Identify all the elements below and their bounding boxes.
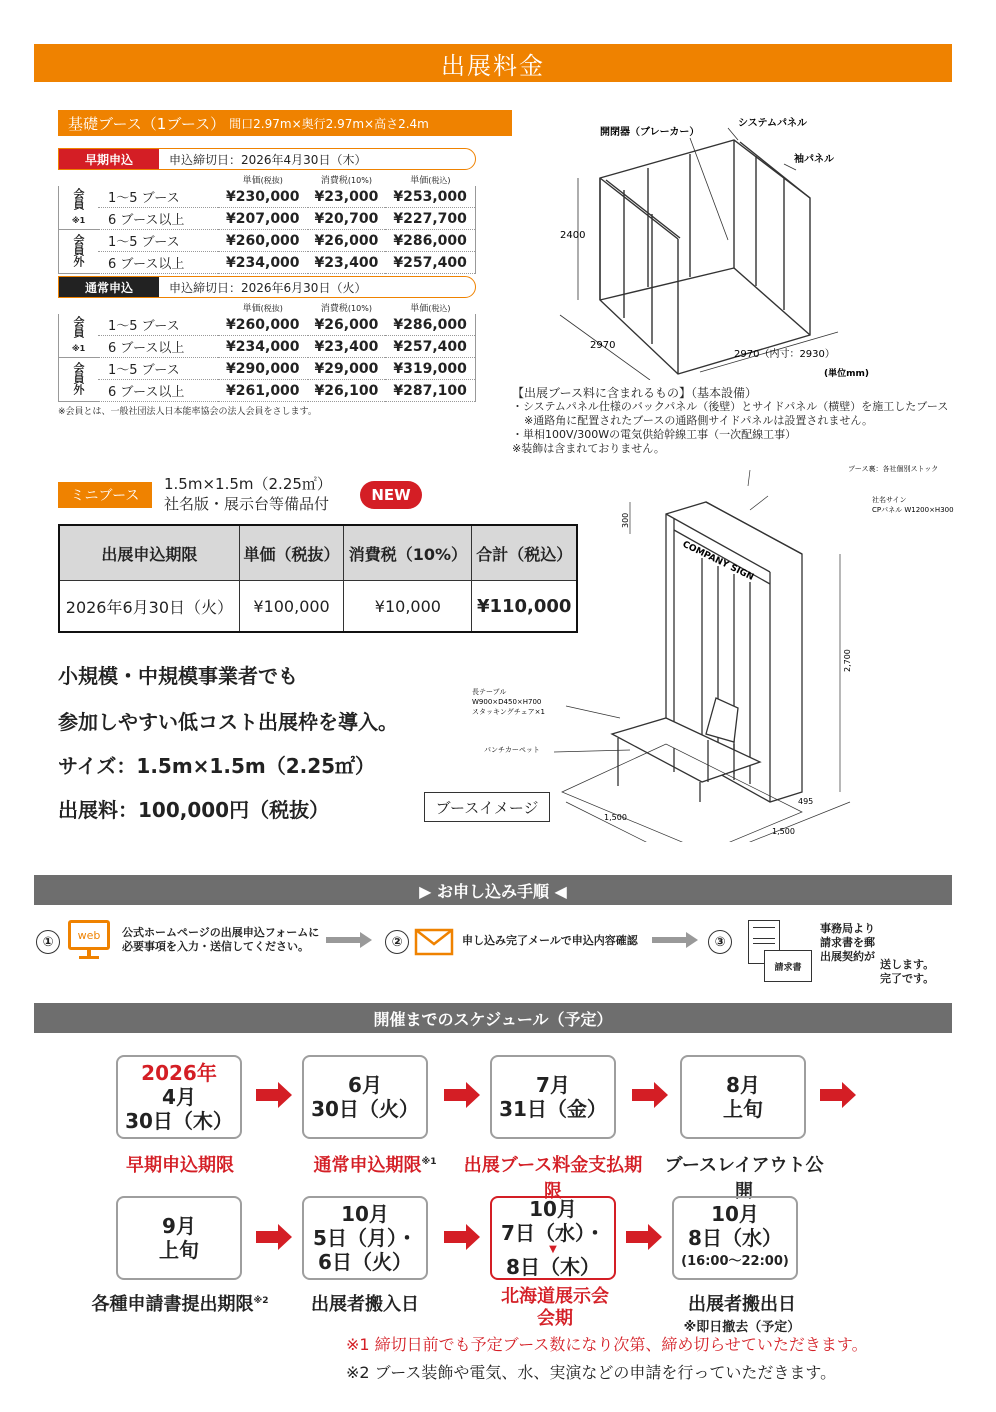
schedule-line: 5日（月）・ [313,1226,417,1250]
group-nonmember [59,358,99,402]
mini-booth-tag: ミニブース [58,482,152,508]
label-w1500a: 1,500 [604,813,627,822]
down-arrow-icon: ▼ [549,1244,557,1255]
footnote-1: ※1 締切日前でも予定ブース数になり次第、締め切らせていただきます。 [346,1335,868,1354]
price-unit: ¥234,000 [218,336,308,358]
row-label: 1〜5 ブース [98,358,218,380]
step-text-line: 公式ホームページの出展申込フォームに [122,926,320,939]
schedule-box [116,1196,242,1280]
included-line: ※通路角に配置されたブースの通路側サイドパネルは設置されません。 [524,414,874,427]
schedule-label [470,1286,640,1330]
group-note: ※1 [71,216,86,225]
schedule-line: 上旬 [723,1097,763,1121]
step-1-number: ① [36,930,60,954]
lead-line: 参加しやすい低コスト出展枠を導入。 [58,710,398,734]
row-label: 1〜5 ブース [98,186,218,208]
label-unit: (単位mm) [824,369,869,379]
label-d495: 495 [798,797,814,806]
step-3-text-cont [880,958,934,986]
price-total: ¥287,100 [385,380,475,402]
schedule-year: 2026年 [141,1061,217,1085]
hdr-unit: 単価 [242,303,261,314]
normal-tag: 通常申込 [59,277,159,297]
included-line: ※装飾は含まれておりません。 [512,442,665,455]
group-label: 会員 [72,188,85,210]
group-label: 会員外 [72,361,85,395]
schedule-label: 早期申込期限 [126,1155,234,1176]
included-box [512,386,948,456]
mini-hdr: 消費税（10%） [344,525,472,581]
schedule-label-text: ※即日撤去（予定） [683,1320,801,1335]
label-height: 2400 [560,230,586,241]
arrow-icon [444,1080,482,1110]
schedule-line: 7月 [536,1073,570,1097]
step-text-line: 事務局より [820,922,875,935]
schedule-box [672,1196,798,1280]
price-total: ¥286,000 [385,230,475,252]
step-text-line: 送します。 [880,958,935,971]
hdr-total-note: (税込) [428,303,451,313]
row-label: 1〜5 ブース [98,230,218,252]
label-sign-title: 社名サイン [872,496,907,504]
mini-booth-info [164,474,332,514]
web-icon [68,920,112,960]
mini-hdr: 単価（税抜） [239,525,344,581]
group-member [59,186,99,230]
schedule-line: 30日（木） [125,1109,233,1133]
group-label: 会員 [72,316,85,338]
arrow-icon [444,1222,482,1252]
schedule-line: 6月 [348,1073,382,1097]
label-sign-spec: CPパネル W1200×H300 [872,506,954,514]
schedule-label [290,1151,460,1177]
basic-booth-title: 基礎ブース（1ブース） [68,114,226,133]
arrow-icon [326,930,374,950]
group-label: 会員外 [72,233,85,267]
schedule-box [302,1055,428,1139]
arrow-icon [820,1080,858,1110]
basic-booth-heading [58,110,512,136]
schedule-line: (16:00〜22:00) [681,1254,789,1269]
price-unit: ¥261,000 [218,380,308,402]
lead-line: サイズ：1.5m×1.5m（2.25㎡） [58,754,376,778]
schedule-box [302,1196,428,1280]
step-3-text [820,922,875,964]
schedule-box [490,1055,616,1139]
schedule-sup: ※1 [421,1157,437,1167]
arrow-icon [632,1080,670,1110]
schedule-line: 8日（水） [688,1226,782,1250]
lead-line: 小規模・中規模事業者でも [58,664,298,688]
schedule-line: 7日（水）・ [501,1221,605,1245]
label-side-panel: 袖パネル [794,154,834,165]
schedule-line: 31日（金） [499,1097,607,1121]
table-row [59,314,476,336]
schedule-label-text: 北海道展示会 [501,1286,609,1307]
hdr-total: 単価 [410,175,429,186]
web-icon-label: web [68,920,110,950]
schedule-box [490,1196,616,1280]
arrow-icon [626,1222,664,1252]
schedule-label: ブースレイアウト公開 [664,1155,824,1202]
price-unit: ¥207,000 [218,208,308,230]
label-carpet: パンチカーペット [484,746,540,754]
table-row [59,252,476,274]
arrow-icon [652,930,700,950]
price-unit: ¥290,000 [218,358,308,380]
included-line: ・単相100V/300Wの電気供給幹線工事（一次配線工事） [512,428,797,441]
step-text-line: 請求書を郵 [820,936,875,949]
hdr-unit-note: (税抜) [260,303,283,313]
included-line: ・システムパネル仕様のバックパネル（後壁）とサイドパネル（横壁）を施工したブース [512,400,949,413]
early-deadline: 申込締切日：2026年4月30日（木） [169,152,367,167]
table-row [59,380,476,402]
new-badge: NEW [360,481,422,509]
price-total: ¥257,400 [385,252,475,274]
normal-deadline: 申込締切日：2026年6月30日（火） [169,280,367,295]
hdr-tax-note: (10%) [347,175,372,185]
booth-image-label: ブースイメージ [424,792,550,822]
price-tax: ¥26,000 [308,314,386,336]
table-row [59,230,476,252]
step-2-number: ② [385,930,409,954]
price-total: ¥286,000 [385,314,475,336]
label-width: 2970 [590,340,616,351]
label-table-spec: W900×D450×H700 [472,698,542,706]
group-nonmember [59,230,99,274]
normal-price-table [58,300,476,402]
table-row [59,358,476,380]
schedule-line: 上旬 [159,1238,199,1262]
invoice-icon: 請求書 [764,950,812,982]
label-breaker: 開閉器（ブレーカー） [600,127,700,138]
price-tax: ¥26,000 [308,230,386,252]
schedule-line: 8日（木） [506,1255,600,1279]
arrow-icon [256,1080,294,1110]
table-row [59,186,476,208]
arrow-icon [256,1222,294,1252]
page-title: 出展料金 [34,44,952,82]
hdr-tax: 消費税 [320,303,348,314]
schedule-line: 6日（火） [318,1250,412,1274]
mini-hdr: 出展申込期限 [59,525,239,581]
hdr-tax-note: (10%) [347,303,372,313]
row-label: 1〜5 ブース [98,314,218,336]
mini-cell: ¥110,000 [472,581,577,633]
price-tax: ¥29,000 [308,358,386,380]
step-text-line: 出展契約が [820,950,875,963]
step-text-line: 完了です。 [880,972,935,985]
price-total: ¥227,700 [385,208,475,230]
early-tag: 早期申込 [59,149,159,169]
price-unit: ¥260,000 [218,230,308,252]
schedule-box [680,1055,806,1139]
step-1-text [122,926,319,954]
schedule-sup: ※2 [253,1296,269,1306]
price-tax: ¥23,400 [308,336,386,358]
price-unit: ¥234,000 [218,252,308,274]
row-label: 6 ブース以上 [98,252,218,274]
procedure-bar: ▶ お申し込み手順 ◀ [34,875,952,905]
label-system-panel: システムパネル [738,118,807,129]
mini-cell: ¥10,000 [344,581,472,633]
step-text-line: 必要事項を入力・送信してください。 [122,940,309,953]
schedule-label-text: 出展者搬出日 [688,1294,796,1315]
schedule-label-text: 会期 [537,1308,573,1329]
mini-cell: ¥100,000 [239,581,344,633]
mini-hdr: 合計（税込） [472,525,577,581]
price-total: ¥253,000 [385,186,475,208]
early-deadline-bar [58,148,476,170]
schedule-label [654,1290,830,1335]
label-depth: 2970（内寸：2930） [734,349,835,360]
label-chair: スタッキングチェア×1 [472,708,545,716]
mini-size: 1.5m×1.5m（2.25㎡） [164,475,332,493]
price-total: ¥319,000 [385,358,475,380]
price-tax: ¥23,400 [308,252,386,274]
label-stock: ブース裏：各社個別ストック [848,465,939,473]
hdr-unit-note: (税抜) [260,175,283,185]
row-label: 6 ブース以上 [98,336,218,358]
schedule-box [116,1055,242,1139]
label-w1500b: 1,500 [772,827,795,836]
member-note: ※会員とは、一般社団法人日本能率協会の法人会員をさします。 [58,407,317,417]
row-label: 6 ブース以上 [98,380,218,402]
mini-cell: 2026年6月30日（火） [59,581,239,633]
hdr-total: 単価 [410,303,429,314]
schedule-line: 10月 [341,1202,389,1226]
mini-desc: 社名版・展示台等備品付 [164,495,330,513]
price-tax: ¥23,000 [308,186,386,208]
normal-deadline-bar [58,276,476,298]
price-unit: ¥260,000 [218,314,308,336]
basic-booth-dims: 間口2.97m×奥行2.97m×高さ2.4m [229,116,429,131]
schedule-label: 出展者搬入日 [311,1294,419,1315]
footnote-2: ※2 ブース装飾や電気、水、実演などの申請を行っていただきます。 [346,1363,837,1382]
early-price-table [58,172,476,274]
schedule-label-text: 各種申請書提出期限 [91,1294,254,1315]
row-label: 6 ブース以上 [98,208,218,230]
label-h300: 300 [621,512,630,528]
hdr-unit: 単価 [242,175,261,186]
table-row [59,336,476,358]
schedule-label [90,1290,270,1316]
booth-diagram [540,110,880,380]
table-row [59,208,476,230]
schedule-line: 10月 [711,1202,759,1226]
schedule-line: 4月 [162,1085,196,1109]
hdr-total-note: (税込) [428,175,451,185]
label-table: 長テーブル [472,688,507,696]
hdr-tax: 消費税 [320,175,348,186]
mail-icon [414,928,454,956]
schedule-label: 出展ブース料金支払期限 [463,1155,643,1202]
schedule-line: 9月 [162,1214,196,1238]
schedule-line: 30日（火） [311,1097,419,1121]
included-title: 【出展ブース料に含まれるもの】（基本設備） [512,386,758,400]
group-member [59,314,99,358]
step-2-text: 申し込み完了メールで申込内容確認 [462,934,638,947]
label-h2700: 2,700 [843,649,852,672]
schedule-line: 10月 [529,1197,577,1221]
group-note: ※1 [71,344,86,353]
schedule-bar: 開催までのスケジュール（予定） [34,1003,952,1033]
schedule-label-text: 通常申込期限 [313,1155,422,1176]
lead-line: 出展料：100,000円（税抜） [58,798,330,822]
price-unit: ¥230,000 [218,186,308,208]
mini-booth-diagram [470,462,980,842]
price-total: ¥257,400 [385,336,475,358]
step-3-number: ③ [708,930,732,954]
company-sign: COMPANY SIGN [680,539,756,583]
price-tax: ¥26,100 [308,380,386,402]
schedule-line: 8月 [726,1073,760,1097]
price-tax: ¥20,700 [308,208,386,230]
